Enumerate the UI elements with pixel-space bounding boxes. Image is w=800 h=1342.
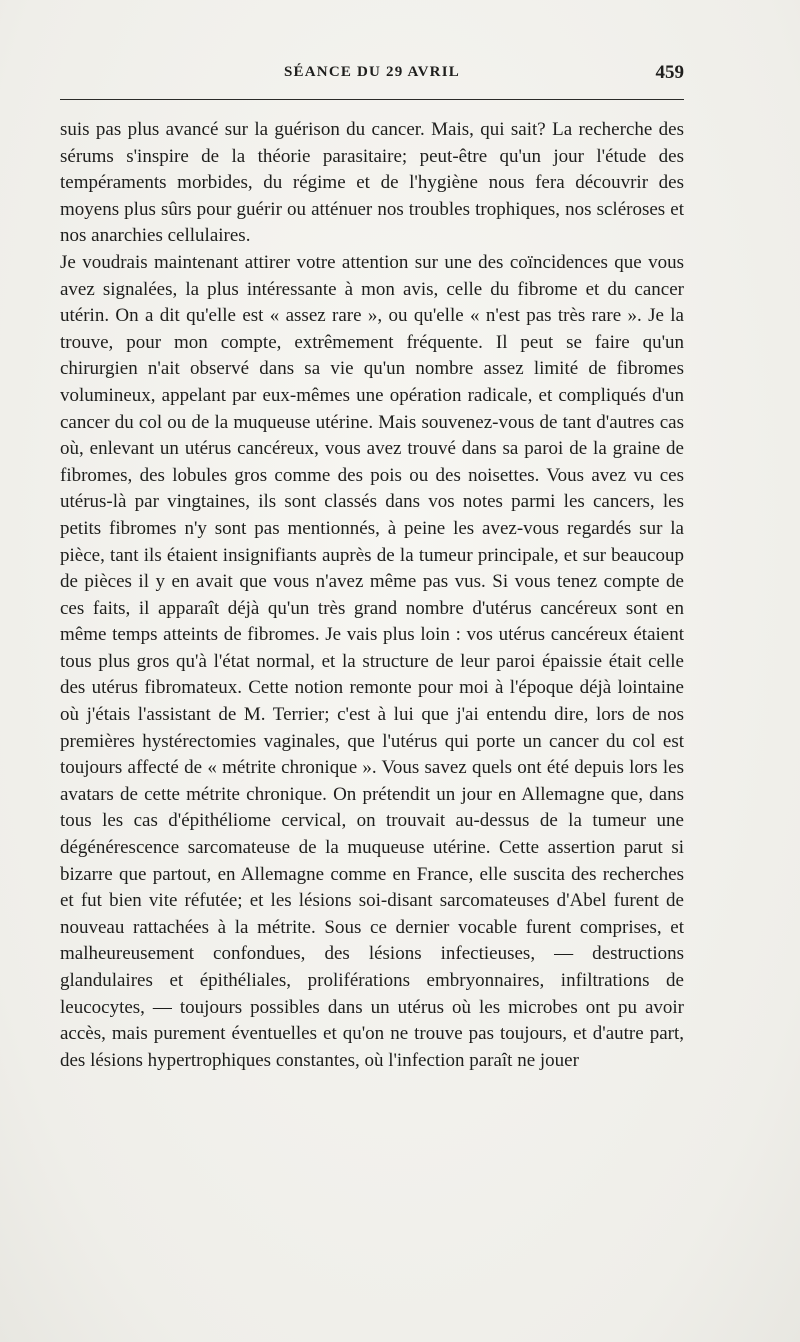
page-number: 459 (655, 62, 684, 83)
body-text (60, 117, 684, 1074)
header-rule (60, 99, 684, 100)
running-head: SÉANCE DU 29 AVRIL (284, 64, 460, 80)
page-header (60, 62, 684, 86)
paragraph-2: Je voudrais maintenant attirer votre attention sur une des coïncidences que vous avez signalées, la plus intéressante à mon avis, celle du fibrome et du cancer utérin. On a dit qu'elle est « assez rare », ou qu'elle « n'est pas très rare ». Je la trouve, pour mon compte, extrêmement fréquente. Il peut se faire qu'un chirurgien n'ait observé dans sa vie qu'un nombre assez limité de fibromes volumineux, appelant par eux-mêmes une opération radicale, et compliqués d'un cancer du col ou de la muqueuse utérine. Mais souvenez-vous de tant d'autres cas où, enlevant un utérus cancéreux, vous avez trouvé dans sa paroi de la graine de fibromes, des lobules gros comme des pois ou des noisettes. Vous avez vu ces utérus-là par vingtaines, ils sont classés dans vos notes parmi les cancers, les petits fibromes n'y sont pas mentionnés, à peine les avez-vous regardés sur la pièce, tant ils étaient insignifiants auprès de la tumeur principale, et sur beaucoup de pièces il y en avait que vous n'avez même pas vus. Si vous tenez compte de ces faits, il apparaît déjà qu'un très grand nombre d'utérus cancéreux sont en même temps atteints de fibromes. Je vais plus loin : vos utérus cancéreux étaient tous plus gros qu'à l'état normal, et la structure de leur paroi épaissie était celle des utérus fibromateux. Cette notion remonte pour moi à l'époque déjà lointaine où j'étais l'assistant de M. Terrier; c'est à lui que j'ai entendu dire, lors de nos premières hystérectomies vaginales, que l'utérus qui porte un cancer du col est toujours affecté de « métrite chronique ». Vous savez quels ont été depuis lors les avatars de cette métrite chronique. On prétendit un jour en Allemagne que, dans tous les cas d'épithéliome cervical, on trouvait au-dessus de la tumeur une dégénérescence sarcomateuse de la muqueuse utérine. Cette assertion parut si bizarre que partout, en Allemagne comme en France, elle suscita des recherches et fut bien vite réfutée; et les lésions soi-disant sarcomateuses d'Abel furent de nouveau rattachées à la métrite. Sous ce dernier vocable furent comprises, et malheureusement confondues, des lésions infectieuses, — destructions glandulaires et épithéliales, proliférations embryonnaires, infiltrations de leucocytes, — toujours possibles dans un utérus où les microbes ont pu avoir accès, mais purement éventuelles et qu'on ne trouve pas toujours, et d'autre part, des lésions hypertrophiques constantes, où l'infection paraît ne jouer (60, 251, 684, 1071)
paragraph-1: suis pas plus avancé sur la guérison du cancer. Mais, qui sait? La recherche des sérums s'inspire de la théorie parasitaire; peut-être qu'un jour l'étude des tempéraments morbides, du régime et de l'hygiène nous fera découvrir des moyens plus sûrs pour guérir ou atténuer nos troubles trophiques, nos scléroses et nos anarchies cellulaires. (60, 119, 684, 247)
